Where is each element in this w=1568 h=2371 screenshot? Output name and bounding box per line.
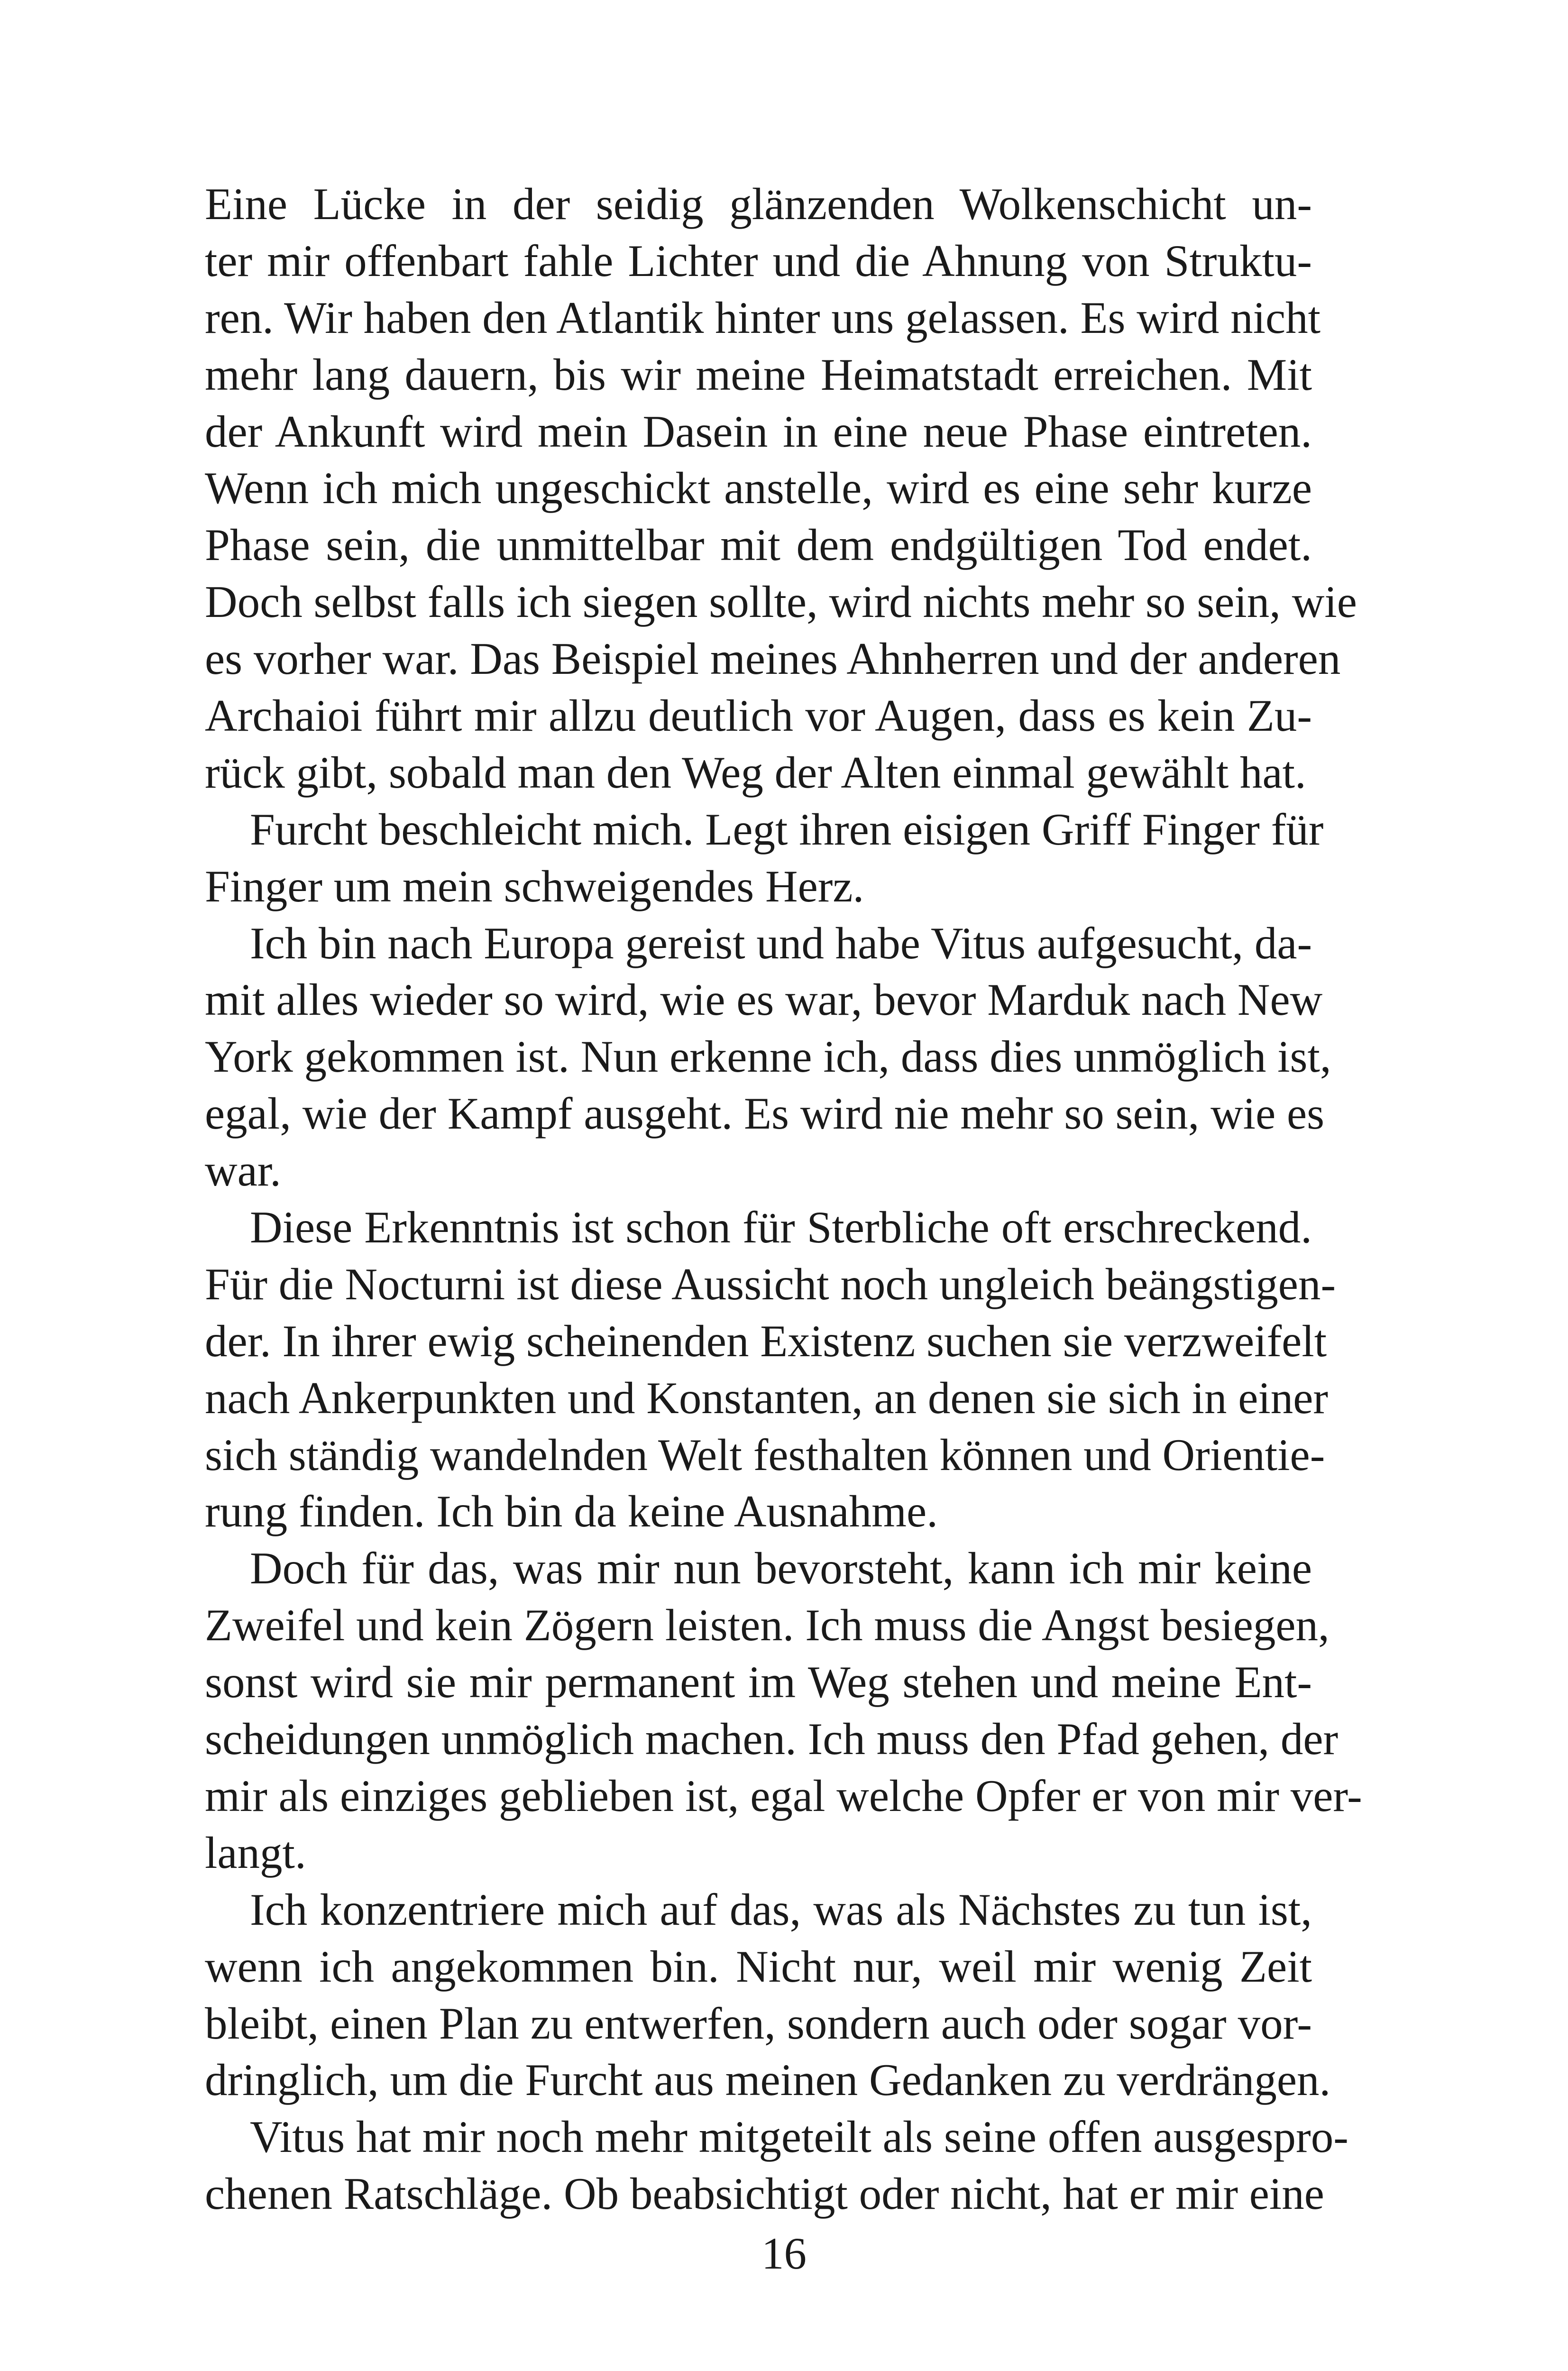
- text-line: Zweifel und kein Zögern leisten. Ich muss die Angst besiegen,: [205, 1600, 1330, 1651]
- paragraph: [205, 1540, 1362, 1881]
- text-line: Furcht beschleicht mich. Legt ihren eisigen Griff Finger für: [250, 804, 1324, 855]
- text-line: es vorher war. Das Beispiel meines Ahnherren und der anderen: [205, 634, 1341, 684]
- text-line: dringlich, um die Furcht aus meinen Gedanken zu verdrängen.: [205, 2055, 1331, 2105]
- text-line: York gekommen ist. Nun erkenne ich, dass dies unmöglich ist,: [205, 1031, 1331, 1082]
- text-line: Phase sein, die unmittelbar mit dem endgültigen Tod endet.: [205, 520, 1312, 570]
- text-line: Ich bin nach Europa gereist und habe Vitus aufgesucht, da-: [250, 918, 1312, 968]
- paragraph: [205, 1199, 1336, 1540]
- text-line: wenn ich angekommen bin. Nicht nur, weil mir wenig Zeit: [205, 1941, 1312, 1992]
- text-line: egal, wie der Kampf ausgeht. Es wird nie mehr so sein, wie es: [205, 1088, 1325, 1139]
- text-line: Wenn ich mich ungeschickt anstelle, wird es eine sehr kurze: [205, 463, 1312, 514]
- text-line: war.: [205, 1145, 281, 1196]
- text-line: rung finden. Ich bin da keine Ausnahme.: [205, 1486, 938, 1537]
- paragraph: [205, 915, 1331, 1199]
- text-line: rück gibt, sobald man den Weg der Alten einmal gewählt hat.: [205, 747, 1306, 798]
- text-line: Archaioi führt mir allzu deutlich vor Augen, dass es kein Zu-: [205, 690, 1312, 741]
- text-line: nach Ankerpunkten und Konstanten, an denen sie sich in einer: [205, 1372, 1329, 1423]
- text-line: mehr lang dauern, bis wir meine Heimatstadt erreichen. Mit: [205, 349, 1312, 400]
- text-line: Doch für das, was mir nun bevorsteht, kann ich mir keine: [250, 1543, 1312, 1594]
- paragraph: [205, 801, 1324, 915]
- text-line: Ich konzentriere mich auf das, was als Nächstes zu tun ist,: [250, 1884, 1312, 1935]
- text-line: der. In ihrer ewig scheinenden Existenz suchen sie verzweifelt: [205, 1315, 1327, 1366]
- text-line: Für die Nocturni ist diese Aussicht noch ungleich beängstigen-: [205, 1259, 1336, 1309]
- text-line: Vitus hat mir noch mehr mitgeteilt als seine offen ausgespro-: [250, 2112, 1348, 2162]
- text-line: Eine Lücke in der seidig glänzenden Wolkenschicht un-: [205, 179, 1312, 229]
- text-line: sich ständig wandelnden Welt festhalten können und Orientie-: [205, 1429, 1325, 1480]
- paragraph: [205, 176, 1357, 801]
- text-line: sonst wird sie mir permanent im Weg stehen und meine Ent-: [205, 1657, 1312, 1708]
- text-line: ter mir offenbart fahle Lichter und die Ahnung von Struktu-: [205, 235, 1312, 286]
- text-line: langt.: [205, 1827, 306, 1878]
- text-line: der Ankunft wird mein Dasein in eine neue Phase eintreten.: [205, 406, 1312, 457]
- page-number: 16: [761, 2228, 807, 2279]
- text-line: scheidungen unmöglich machen. Ich muss den Pfad gehen, der: [205, 1714, 1339, 1764]
- text-line: Finger um mein schweigendes Herz.: [205, 861, 864, 911]
- paragraph: [205, 1882, 1331, 2109]
- text-line: ren. Wir haben den Atlantik hinter uns gelassen. Es wird nicht: [205, 292, 1321, 343]
- text-line: mir als einziges geblieben ist, egal welche Opfer er von mir ver-: [205, 1770, 1362, 1821]
- body-text: [205, 176, 1362, 2223]
- text-line: Diese Erkenntnis ist schon für Sterbliche oft erschreckend.: [250, 1202, 1312, 1253]
- text-line: bleibt, einen Plan zu entwerfen, sondern auch oder sogar vor-: [205, 1998, 1312, 2049]
- paragraph: [205, 2109, 1348, 2223]
- text-line: Doch selbst falls ich siegen sollte, wird nichts mehr so sein, wie: [205, 577, 1357, 627]
- text-line: mit alles wieder so wird, wie es war, bevor Marduk nach New: [205, 974, 1323, 1025]
- text-line: chenen Ratschläge. Ob beabsichtigt oder nicht, hat er mir eine: [205, 2169, 1324, 2219]
